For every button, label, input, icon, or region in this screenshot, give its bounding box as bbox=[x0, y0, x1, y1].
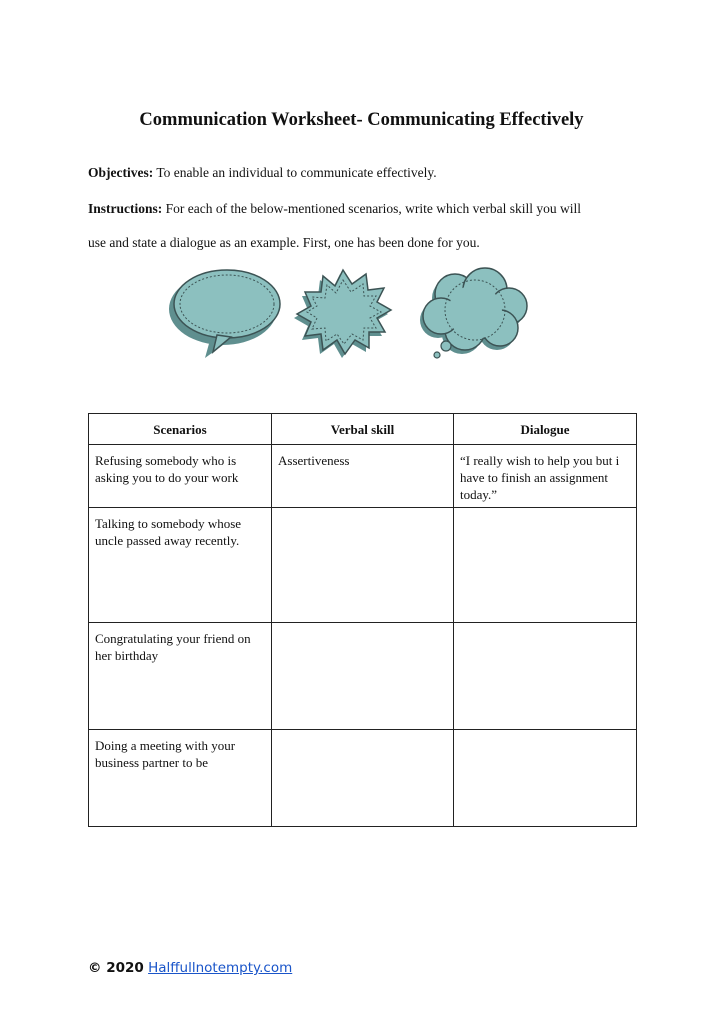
cloud-speech-bubble-icon bbox=[420, 268, 527, 358]
objectives-label: Objectives: bbox=[88, 165, 154, 180]
table-row bbox=[89, 730, 637, 827]
instructions-line-1: For each of the below-mentioned scenarios, write which verbal skill you will bbox=[162, 201, 582, 216]
table-row bbox=[89, 508, 637, 623]
instructions-line-2: use and state a dialogue as an example. First, one has been done for you. bbox=[88, 235, 480, 250]
scenario-cell: Doing a meeting with your business partner to be bbox=[89, 730, 272, 827]
instructions-label: Instructions: bbox=[88, 201, 163, 216]
verbal-skill-cell[interactable] bbox=[272, 508, 454, 623]
dialogue-cell[interactable] bbox=[454, 508, 637, 623]
dialogue-cell[interactable] bbox=[454, 623, 637, 730]
scenario-cell: Talking to somebody whose uncle passed away recently. bbox=[89, 508, 272, 623]
website-link[interactable]: Halffullnotempty.com bbox=[148, 960, 293, 976]
column-header-scenarios: Scenarios bbox=[89, 414, 272, 445]
instructions-paragraph bbox=[88, 200, 648, 218]
verbal-skill-cell[interactable] bbox=[272, 623, 454, 730]
table-row bbox=[89, 445, 637, 508]
column-header-verbal-skill: Verbal skill bbox=[272, 414, 454, 445]
page-title: Communication Worksheet- Communicating Effectively bbox=[139, 110, 584, 130]
objectives-paragraph bbox=[88, 164, 648, 182]
scenario-cell: Refusing somebody who is asking you to do your work bbox=[89, 445, 272, 508]
verbal-skill-cell[interactable]: Assertiveness bbox=[272, 445, 454, 508]
burst-speech-bubble-icon bbox=[294, 270, 391, 358]
objectives-text: To enable an individual to communicate effectively. bbox=[153, 165, 437, 180]
copyright-text: © 2020 bbox=[88, 960, 144, 976]
footer bbox=[88, 960, 292, 976]
scenario-cell: Congratulating your friend on her birthday bbox=[89, 623, 272, 730]
dialogue-cell[interactable] bbox=[454, 730, 637, 827]
verbal-skill-cell[interactable] bbox=[272, 730, 454, 827]
speech-bubbles-illustration bbox=[165, 262, 535, 362]
table-row bbox=[89, 623, 637, 730]
table-header-row bbox=[89, 414, 637, 445]
scenarios-table bbox=[88, 413, 637, 827]
dialogue-cell[interactable]: “I really wish to help you but i have to finish an assignment today.” bbox=[454, 445, 637, 508]
column-header-dialogue: Dialogue bbox=[454, 414, 637, 445]
oval-speech-bubble-icon bbox=[169, 270, 280, 358]
